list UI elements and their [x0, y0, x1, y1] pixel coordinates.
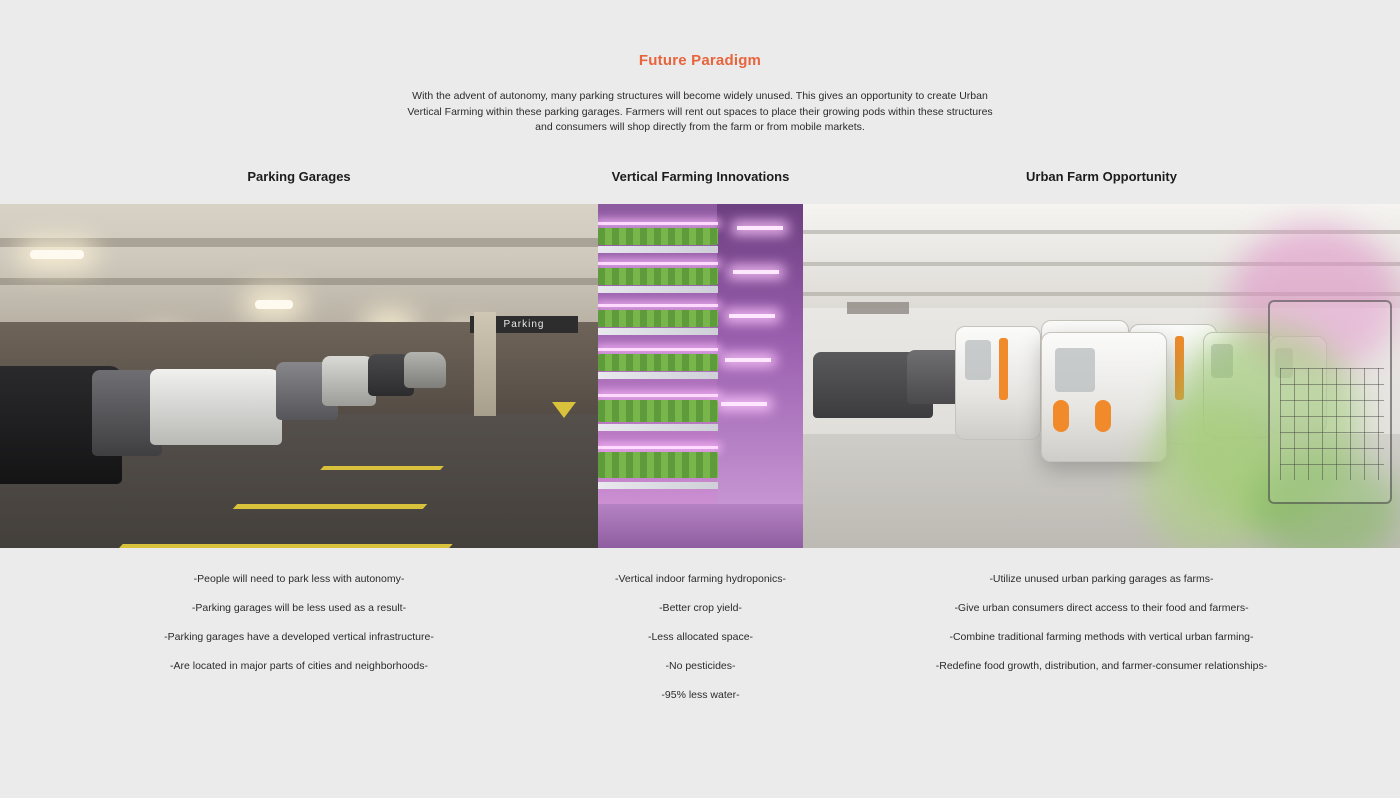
column-heading: Parking Garages [247, 168, 351, 184]
caption-line: -Redefine food growth, distribution, and farmer-consumer relationships- [935, 659, 1268, 672]
column-heading: Vertical Farming Innovations [611, 168, 790, 184]
caption-line: -Are located in major parts of cities and neighborhoods- [170, 659, 428, 672]
column-urban-farm [803, 170, 1400, 717]
caption-list-farming [598, 548, 803, 703]
parking-garage-photo [0, 204, 598, 548]
column-heading: Urban Farm Opportunity [1026, 168, 1177, 184]
urban-farm-rendering [803, 204, 1400, 548]
intro-paragraph: With the advent of autonomy, many parking structures will become widely unused. This gives an opportunity to create Urban Vertical Farming within these parking garages. Farmers will rent out spaces to place their growing pods within these structures and consumers will shop directly from the farm or from mobile markets. [407, 90, 993, 134]
caption-list-parking [0, 548, 598, 674]
garage-sign-label: Parking [470, 316, 578, 333]
caption-line: -95% less water- [661, 688, 740, 701]
caption-line: -Less allocated space- [647, 630, 754, 643]
caption-line: -People will need to park less with autonomy- [193, 572, 405, 585]
column-container [0, 170, 1400, 717]
caption-line: -Better crop yield- [659, 601, 742, 614]
caption-line: -Parking garages will be less used as a result- [191, 601, 407, 614]
caption-line: -Combine traditional farming methods with vertical urban farming- [949, 630, 1254, 643]
caption-line: -No pesticides- [665, 659, 736, 672]
vertical-farm-photo [598, 204, 803, 548]
caption-line: -Utilize unused urban parking garages as farms- [989, 572, 1214, 585]
caption-line: -Parking garages have a developed vertical infrastructure- [164, 630, 434, 643]
caption-line: -Vertical indoor farming hydroponics- [615, 572, 786, 585]
presentation-slide [0, 10, 1400, 798]
caption-list-urban-farm [803, 548, 1400, 674]
column-parking-garages [0, 170, 598, 717]
caption-line: -Give urban consumers direct access to their food and farmers- [954, 601, 1249, 614]
page-title: Future Paradigm [638, 52, 762, 70]
column-vertical-farming [598, 170, 803, 717]
